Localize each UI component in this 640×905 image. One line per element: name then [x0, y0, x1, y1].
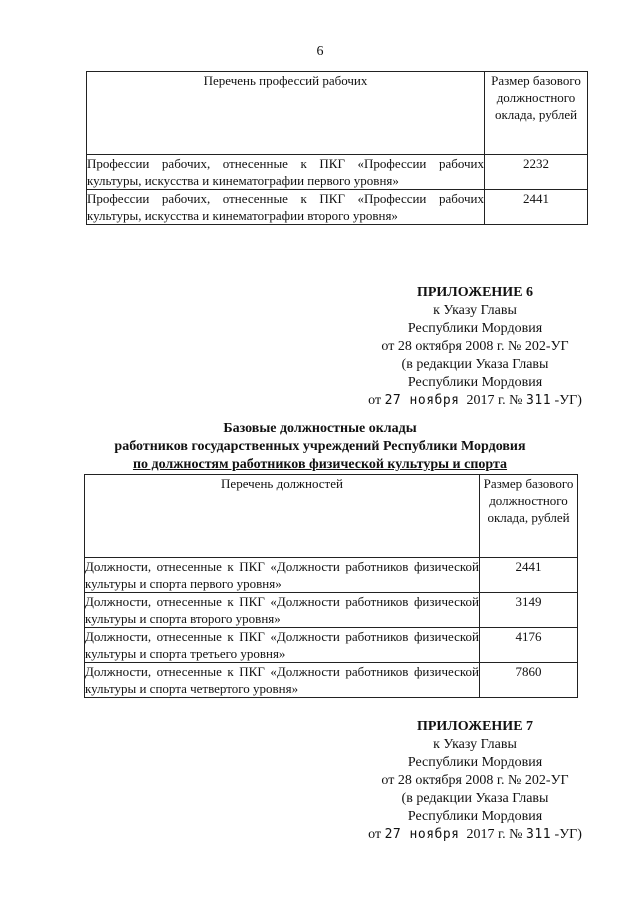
date-prefix: от — [368, 393, 382, 408]
worker-professions-table — [86, 71, 588, 225]
table-row — [87, 190, 588, 225]
table-row — [85, 628, 578, 663]
salary-value-cell: 7860 — [480, 663, 578, 698]
column-header-base-salary: Размер базового должностного оклада, рублей — [480, 475, 578, 558]
page-number: 6 — [316, 44, 324, 59]
section-title-line: по должностям работников физической культуры и спорта — [132, 457, 508, 472]
appendix-line: Республики Мордовия — [407, 755, 543, 770]
salary-value-cell: 2441 — [480, 558, 578, 593]
salary-value-cell: 2441 — [485, 190, 588, 225]
salary-value-cell: 2232 — [485, 155, 588, 190]
salary-value-cell: 4176 — [480, 628, 578, 663]
appendix-line: (в редакции Указа Главы — [401, 791, 549, 806]
appendix-line: Республики Мордовия — [407, 375, 543, 390]
position-name-cell: Должности, отнесенные к ПКГ «Должности работников физической культуры и спорта второго уровня» — [85, 594, 479, 626]
section-title-line: работников государственных учреждений Республики Мордовия — [114, 439, 526, 454]
appendix-date-line — [330, 826, 620, 844]
profession-name-cell: Профессии рабочих, отнесенные к ПКГ «Профессии рабочих культуры, искусства и кинематографии первого уровня» — [87, 156, 484, 188]
appendix-title: ПРИЛОЖЕНИЕ 6 — [416, 285, 534, 300]
date-suffix: -УГ) — [554, 393, 582, 408]
appendix-line: Республики Мордовия — [407, 809, 543, 824]
salary-value-cell: 3149 — [480, 593, 578, 628]
date-year: 2017 г. № — [466, 827, 523, 842]
date-suffix: -УГ) — [554, 827, 582, 842]
profession-name-cell: Профессии рабочих, отнесенные к ПКГ «Профессии рабочих культуры, искусства и кинематографии второго уровня» — [87, 191, 484, 223]
appendix-line: (в редакции Указа Главы — [401, 357, 549, 372]
column-header-professions: Перечень профессий рабочих — [87, 72, 485, 155]
appendix-6-header — [330, 284, 620, 410]
decree-number: 311 — [526, 393, 552, 408]
table-row — [85, 663, 578, 698]
appendix-line: к Указу Главы — [433, 737, 517, 752]
sports-positions-table — [84, 474, 578, 698]
column-header-base-salary: Размер базового должностного оклада, рублей — [485, 72, 588, 155]
appendix-title: ПРИЛОЖЕНИЕ 7 — [416, 719, 534, 734]
appendix-7-header — [330, 718, 620, 844]
table-row — [85, 558, 578, 593]
table-header-row — [85, 475, 578, 558]
position-name-cell: Должности, отнесенные к ПКГ «Должности работников физической культуры и спорта первого уровня» — [85, 559, 479, 591]
date-day-month: 27 ноября — [384, 827, 460, 842]
position-name-cell: Должности, отнесенные к ПКГ «Должности работников физической культуры и спорта четвертого уровня» — [85, 664, 479, 696]
table-header-row — [87, 72, 588, 155]
position-name-cell: Должности, отнесенные к ПКГ «Должности работников физической культуры и спорта третьего уровня» — [85, 629, 479, 661]
appendix-line: к Указу Главы — [433, 303, 517, 318]
table-row — [85, 593, 578, 628]
date-prefix: от — [368, 827, 382, 842]
date-year: 2017 г. № — [466, 393, 523, 408]
section-title — [80, 420, 560, 474]
section-title-line: Базовые должностные оклады — [223, 421, 417, 436]
date-day-month: 27 ноября — [384, 393, 460, 408]
column-header-positions: Перечень должностей — [85, 475, 480, 558]
decree-number: 311 — [526, 827, 552, 842]
appendix-line: Республики Мордовия — [407, 321, 543, 336]
table-row — [87, 155, 588, 190]
appendix-line: от 28 октября 2008 г. № 202-УГ — [381, 339, 569, 354]
appendix-line: от 28 октября 2008 г. № 202-УГ — [381, 773, 569, 788]
appendix-date-line — [330, 392, 620, 410]
